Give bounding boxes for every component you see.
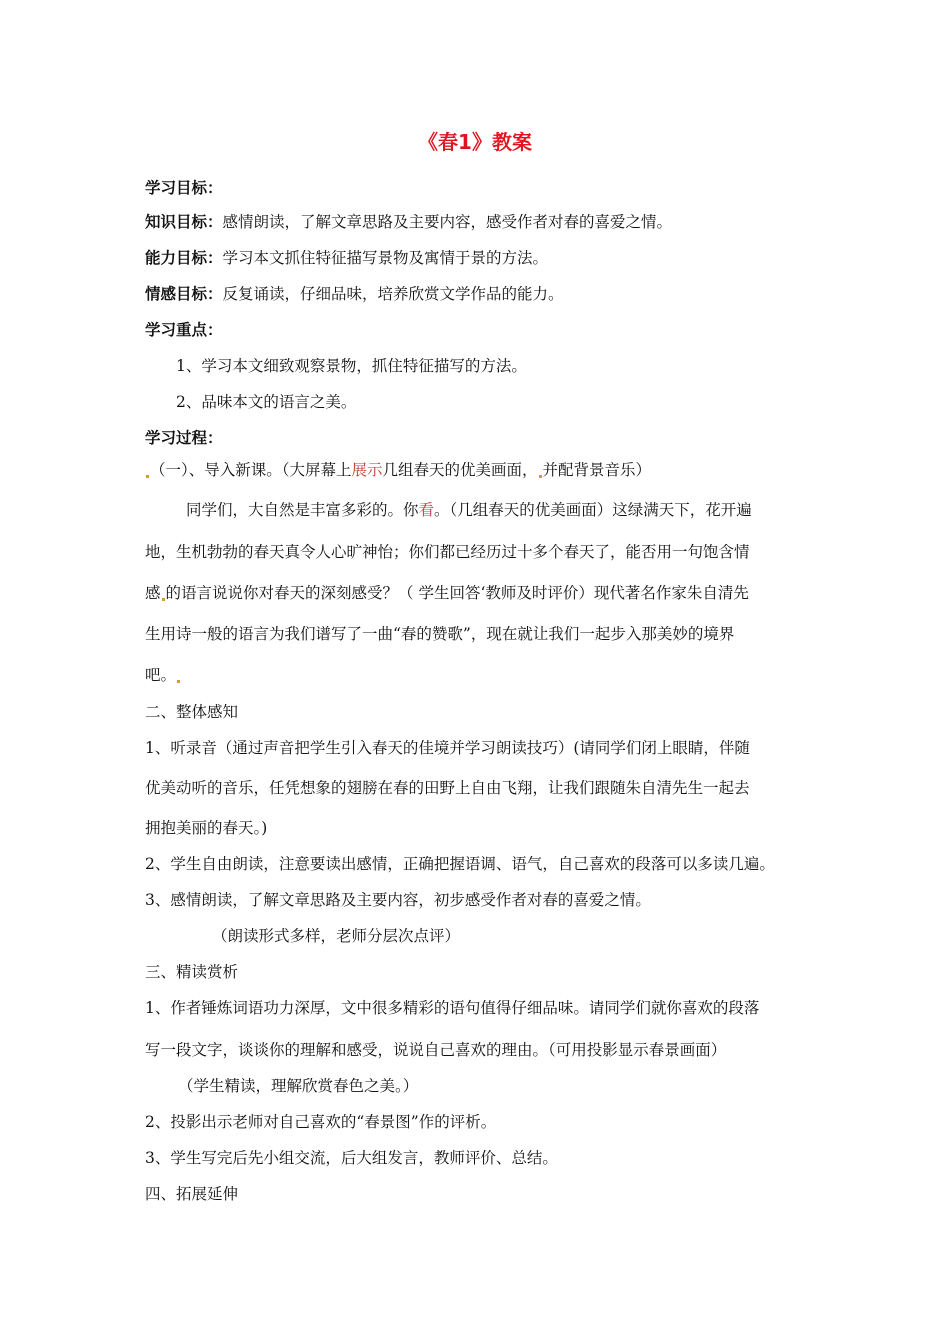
s2-item-3: 3、感情朗读，了解文章思路及主要内容，初步感受作者对春的喜爱之情。 <box>145 891 651 909</box>
s2-item-1-line-1: 1、听录音（通过声音把学生引入春天的佳境并学习朗读技巧）(请同学们闭上眼睛，伴随 <box>145 739 750 757</box>
intro-text-c: 并配背景音乐） <box>542 461 652 479</box>
p1-text-a: 同学们，大自然是丰富多彩的。你 <box>186 501 419 519</box>
p3-text-a: 感 <box>145 584 161 602</box>
section-2-heading: 二、整体感知 <box>145 703 239 721</box>
key-point-1: 1、学习本文细致观察景物，抓住特征描写的方法。 <box>176 357 527 375</box>
process-heading: 学习过程： <box>145 429 223 447</box>
paragraph-line-2: 地，生机勃勃的春天真令人心旷神怡；你们都已经历过十多个春天了，能否用一句饱含情 <box>145 543 750 561</box>
goals-heading: 学习目标： <box>145 179 223 197</box>
paragraph-line-3 <box>145 583 749 603</box>
p1-text-b: 。（几组春天的优美画面）这绿满天下，花开遍 <box>434 501 752 519</box>
key-point-2: 2、品味本文的语言之美。 <box>176 393 357 411</box>
intro-line <box>145 460 651 480</box>
section-3-heading: 三、精读赏析 <box>145 963 239 981</box>
s2-item-1-line-3: 拥抱美丽的春天。) <box>145 819 268 837</box>
ability-text: 学习本文抓住特征描写景物及寓情于景的方法。 <box>222 249 549 267</box>
ability-label: 能力目标： <box>145 249 223 267</box>
emotion-text: 反复诵读，仔细品味，培养欣赏文学作品的能力。 <box>222 285 564 303</box>
section-4-heading: 四、拓展延伸 <box>145 1185 239 1203</box>
dot-mark <box>177 680 180 683</box>
knowledge-label: 知识目标： <box>145 213 223 231</box>
p3-text-b: 的语言说说你对春天的深刻感受？（ 学生回答‘教师及时评价）现代著名作家朱自清先 <box>165 584 749 602</box>
p1-highlight: 看 <box>418 501 435 519</box>
page-title: 《春1》教案 <box>418 130 532 154</box>
dot-mark <box>539 475 542 478</box>
s3-item-1-line-2: 写一段文字，谈谈你的理解和感受，说说自己喜欢的理由。（可用投影显示春景画面） <box>145 1041 727 1059</box>
s3-item-3: 3、学生写完后先小组交流，后大组发言，教师评价、总结。 <box>145 1149 558 1167</box>
s3-item-1-line-1: 1、作者锤炼词语功力深厚，文中很多精彩的语句值得仔细品味。请同学们就你喜欢的段落 <box>145 999 760 1017</box>
dot-mark <box>146 475 149 478</box>
intro-highlight: 展示 <box>351 461 383 479</box>
knowledge-text: 感情朗读，了解文章思路及主要内容，感受作者对春的喜爱之情。 <box>222 213 673 231</box>
s2-item-1-line-2: 优美动听的音乐，任凭想象的翅膀在春的田野上自由飞翔，让我们跟随朱自清先生一起去 <box>145 779 750 797</box>
dot-mark <box>162 598 165 601</box>
key-points-heading: 学习重点： <box>145 321 223 339</box>
s3-item-2: 2、投影出示老师对自己喜欢的“春景图”作的评析。 <box>145 1113 497 1131</box>
paragraph-line-5 <box>145 665 181 685</box>
p5-text: 吧。 <box>145 666 177 684</box>
s2-item-2: 2、学生自由朗读，注意要读出感情，正确把握语调、语气，自己喜欢的段落可以多读几遍。 <box>145 855 775 873</box>
emotion-label: 情感目标： <box>145 285 223 303</box>
s2-note: （朗读形式多样，老师分层次点评） <box>212 927 461 945</box>
intro-text-b: 几组春天的优美画面， <box>382 461 538 479</box>
emotion-goal <box>145 284 564 304</box>
s3-note: （学生精读，理解欣赏春色之美。） <box>178 1077 419 1095</box>
paragraph-line-4: 生用诗一般的语言为我们谱写了一曲“春的赞歌”，现在就让我们一起步入那美妙的境界 <box>145 625 735 643</box>
ability-goal <box>145 248 548 268</box>
intro-text-a: （一）、导入新课。（大屏幕上 <box>150 461 352 479</box>
knowledge-goal <box>145 212 672 232</box>
paragraph-line-1 <box>186 500 752 520</box>
